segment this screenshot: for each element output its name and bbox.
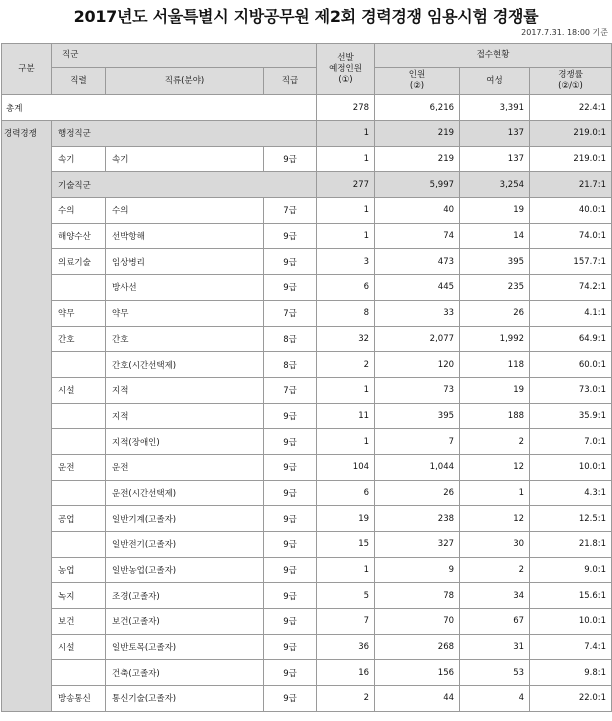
series-cell: 간호 [52,326,106,352]
total-female: 3,391 [460,95,530,121]
class-cell: 보건(고졸자) [106,609,264,635]
total-row [2,95,612,121]
series-cell [52,429,106,455]
series-cell [52,403,106,429]
class-cell: 일반토목(고졸자) [106,634,264,660]
series-cell: 해양수산 [52,223,106,249]
female-cell: 67 [460,609,530,635]
planned-cell: 1 [317,146,375,172]
table-row [2,532,612,558]
planned-cell: 2 [317,686,375,712]
series-cell: 시설 [52,377,106,403]
grade-cell: 9급 [264,480,317,506]
planned-cell: 1 [317,557,375,583]
ratio-cell: 21.7:1 [530,172,612,198]
class-cell: 지적 [106,377,264,403]
series-cell [52,275,106,301]
series-cell: 약무 [52,300,106,326]
applicants-cell: 9 [375,557,460,583]
table-row [2,275,612,301]
ratio-cell: 9.8:1 [530,660,612,686]
header-jikryu: 직류(분야) [106,68,264,95]
table-row [2,249,612,275]
female-cell: 3,254 [460,172,530,198]
ratio-cell: 157.7:1 [530,249,612,275]
female-cell: 1 [460,480,530,506]
planned-cell: 36 [317,634,375,660]
ratio-cell: 74.2:1 [530,275,612,301]
applicants-cell: 5,997 [375,172,460,198]
grade-cell: 9급 [264,583,317,609]
total-label: 총계 [2,95,317,121]
grade-cell: 7급 [264,377,317,403]
ratio-cell: 7.0:1 [530,429,612,455]
female-cell: 12 [460,506,530,532]
applicants-cell: 395 [375,403,460,429]
header-gubun: 구분 [2,44,52,95]
group-label: 기술직군 [52,172,317,198]
applicants-cell: 40 [375,198,460,224]
ratio-cell: 10.0:1 [530,454,612,480]
header-planned [317,44,375,95]
series-cell: 보건 [52,609,106,635]
table-row [2,557,612,583]
ratio-cell: 74.0:1 [530,223,612,249]
series-cell [52,352,106,378]
applicants-cell: 120 [375,352,460,378]
ratio-cell: 12.5:1 [530,506,612,532]
grade-cell: 9급 [264,223,317,249]
header-planned-line2: 예정인원 [329,63,362,74]
class-cell: 조경(고졸자) [106,583,264,609]
table-row [2,583,612,609]
table-row [2,634,612,660]
ratio-cell: 15.6:1 [530,583,612,609]
grade-cell: 9급 [264,403,317,429]
series-cell: 운전 [52,454,106,480]
applicants-cell: 26 [375,480,460,506]
total-applicants: 6,216 [375,95,460,121]
female-cell: 188 [460,403,530,429]
series-cell: 의료기술 [52,249,106,275]
applicants-cell: 7 [375,429,460,455]
total-ratio: 22.4:1 [530,95,612,121]
ratio-cell: 219.0:1 [530,121,612,147]
table-row [2,429,612,455]
female-cell: 14 [460,223,530,249]
header-applicants-line2: (②) [409,81,425,91]
header-ratio-line2: (②/①) [558,81,583,91]
female-cell: 19 [460,377,530,403]
class-cell: 일반농업(고졸자) [106,557,264,583]
table-row [2,686,612,712]
class-cell: 선박항해 [106,223,264,249]
ratio-cell: 35.9:1 [530,403,612,429]
female-cell: 26 [460,300,530,326]
series-cell: 수의 [52,198,106,224]
planned-cell: 16 [317,660,375,686]
table-row [2,146,612,172]
header-applicants-line1: 인원 [408,70,426,80]
applicants-cell: 156 [375,660,460,686]
female-cell: 235 [460,275,530,301]
grade-cell: 9급 [264,609,317,635]
class-cell: 일반기계(고졸자) [106,506,264,532]
header-ratio-line1: 경쟁률 [558,70,583,80]
planned-cell: 3 [317,249,375,275]
competition-rate-table [1,43,612,712]
ratio-cell: 4.3:1 [530,480,612,506]
applicants-cell: 73 [375,377,460,403]
class-cell: 속기 [106,146,264,172]
female-cell: 19 [460,198,530,224]
grade-cell: 9급 [264,634,317,660]
header-ratio [530,68,612,95]
applicants-cell: 33 [375,300,460,326]
female-cell: 118 [460,352,530,378]
applicants-cell: 219 [375,146,460,172]
grade-cell: 9급 [264,454,317,480]
header-planned-line3: (①) [338,74,353,85]
table-row [2,377,612,403]
grade-cell: 9급 [264,429,317,455]
header-applicants [375,68,460,95]
planned-cell: 2 [317,352,375,378]
ratio-cell: 40.0:1 [530,198,612,224]
class-cell: 수의 [106,198,264,224]
ratio-cell: 219.0:1 [530,146,612,172]
applicants-cell: 78 [375,583,460,609]
applicants-cell: 473 [375,249,460,275]
female-cell: 395 [460,249,530,275]
grade-cell: 9급 [264,686,317,712]
ratio-cell: 22.0:1 [530,686,612,712]
applicants-cell: 268 [375,634,460,660]
grade-cell: 9급 [264,275,317,301]
table-row [2,223,612,249]
grade-cell: 7급 [264,198,317,224]
applicants-cell: 2,077 [375,326,460,352]
planned-cell: 5 [317,583,375,609]
grade-cell: 9급 [264,506,317,532]
category-cell: 경력경쟁 [2,121,52,712]
applicants-cell: 327 [375,532,460,558]
group-row [2,121,612,147]
table-row [2,300,612,326]
class-cell: 임상병리 [106,249,264,275]
table-row [2,480,612,506]
series-cell: 녹지 [52,583,106,609]
grade-cell: 9급 [264,146,317,172]
page-title: 2017년도 서울특별시 지방공무원 제2회 경력경쟁 임용시험 경쟁률 [73,7,539,26]
ratio-cell: 73.0:1 [530,377,612,403]
female-cell: 31 [460,634,530,660]
planned-cell: 32 [317,326,375,352]
series-cell: 농업 [52,557,106,583]
grade-cell: 7급 [264,300,317,326]
female-cell: 2 [460,557,530,583]
female-cell: 34 [460,583,530,609]
class-cell: 간호 [106,326,264,352]
group-row [2,172,612,198]
planned-cell: 1 [317,121,375,147]
class-cell: 지적(장애인) [106,429,264,455]
planned-cell: 104 [317,454,375,480]
female-cell: 2 [460,429,530,455]
class-cell: 지적 [106,403,264,429]
table-row [2,506,612,532]
female-cell: 137 [460,146,530,172]
class-cell: 약무 [106,300,264,326]
table-row [2,403,612,429]
applicants-cell: 219 [375,121,460,147]
applicants-cell: 238 [375,506,460,532]
header-female: 여성 [460,68,530,95]
female-cell: 30 [460,532,530,558]
class-cell: 건축(고졸자) [106,660,264,686]
female-cell: 53 [460,660,530,686]
planned-cell: 7 [317,609,375,635]
ratio-cell: 60.0:1 [530,352,612,378]
table-row [2,660,612,686]
ratio-cell: 9.0:1 [530,557,612,583]
group-label: 행정직군 [52,121,317,147]
grade-cell: 9급 [264,249,317,275]
header-jikgeup: 직급 [264,68,317,95]
planned-cell: 8 [317,300,375,326]
header-planned-line1: 선발 [337,52,354,63]
planned-cell: 1 [317,198,375,224]
ratio-cell: 4.1:1 [530,300,612,326]
planned-cell: 1 [317,223,375,249]
applicants-cell: 74 [375,223,460,249]
series-cell [52,532,106,558]
applicants-cell: 70 [375,609,460,635]
planned-cell: 1 [317,429,375,455]
planned-cell: 1 [317,377,375,403]
female-cell: 1,992 [460,326,530,352]
class-cell: 간호(시간선택제) [106,352,264,378]
header-jeopsu: 접수현황 [375,44,612,68]
series-cell [52,660,106,686]
table-row [2,352,612,378]
planned-cell: 6 [317,275,375,301]
planned-cell: 15 [317,532,375,558]
planned-cell: 19 [317,506,375,532]
female-cell: 12 [460,454,530,480]
ratio-cell: 10.0:1 [530,609,612,635]
total-planned: 278 [317,95,375,121]
class-cell: 방사선 [106,275,264,301]
table-row [2,326,612,352]
grade-cell: 9급 [264,532,317,558]
applicants-cell: 44 [375,686,460,712]
ratio-cell: 64.9:1 [530,326,612,352]
grade-cell: 9급 [264,557,317,583]
ratio-cell: 7.4:1 [530,634,612,660]
class-cell: 운전 [106,454,264,480]
applicants-cell: 445 [375,275,460,301]
series-cell: 방송통신 [52,686,106,712]
grade-cell: 9급 [264,660,317,686]
planned-cell: 6 [317,480,375,506]
table-row [2,454,612,480]
female-cell: 4 [460,686,530,712]
planned-cell: 11 [317,403,375,429]
header-jikgun: 직군 [52,44,317,68]
class-cell: 일반전기(고졸자) [106,532,264,558]
series-cell: 공업 [52,506,106,532]
applicants-cell: 1,044 [375,454,460,480]
ratio-cell: 21.8:1 [530,532,612,558]
table-row [2,198,612,224]
header-jikryeol: 직렬 [52,68,106,95]
series-cell [52,480,106,506]
class-cell: 통신기술(고졸자) [106,686,264,712]
series-cell: 속기 [52,146,106,172]
date-note: 2017.7.31. 18:00 기준 [521,28,608,37]
grade-cell: 8급 [264,352,317,378]
female-cell: 137 [460,121,530,147]
series-cell: 시설 [52,634,106,660]
table-row [2,609,612,635]
class-cell: 운전(시간선택제) [106,480,264,506]
grade-cell: 8급 [264,326,317,352]
planned-cell: 277 [317,172,375,198]
